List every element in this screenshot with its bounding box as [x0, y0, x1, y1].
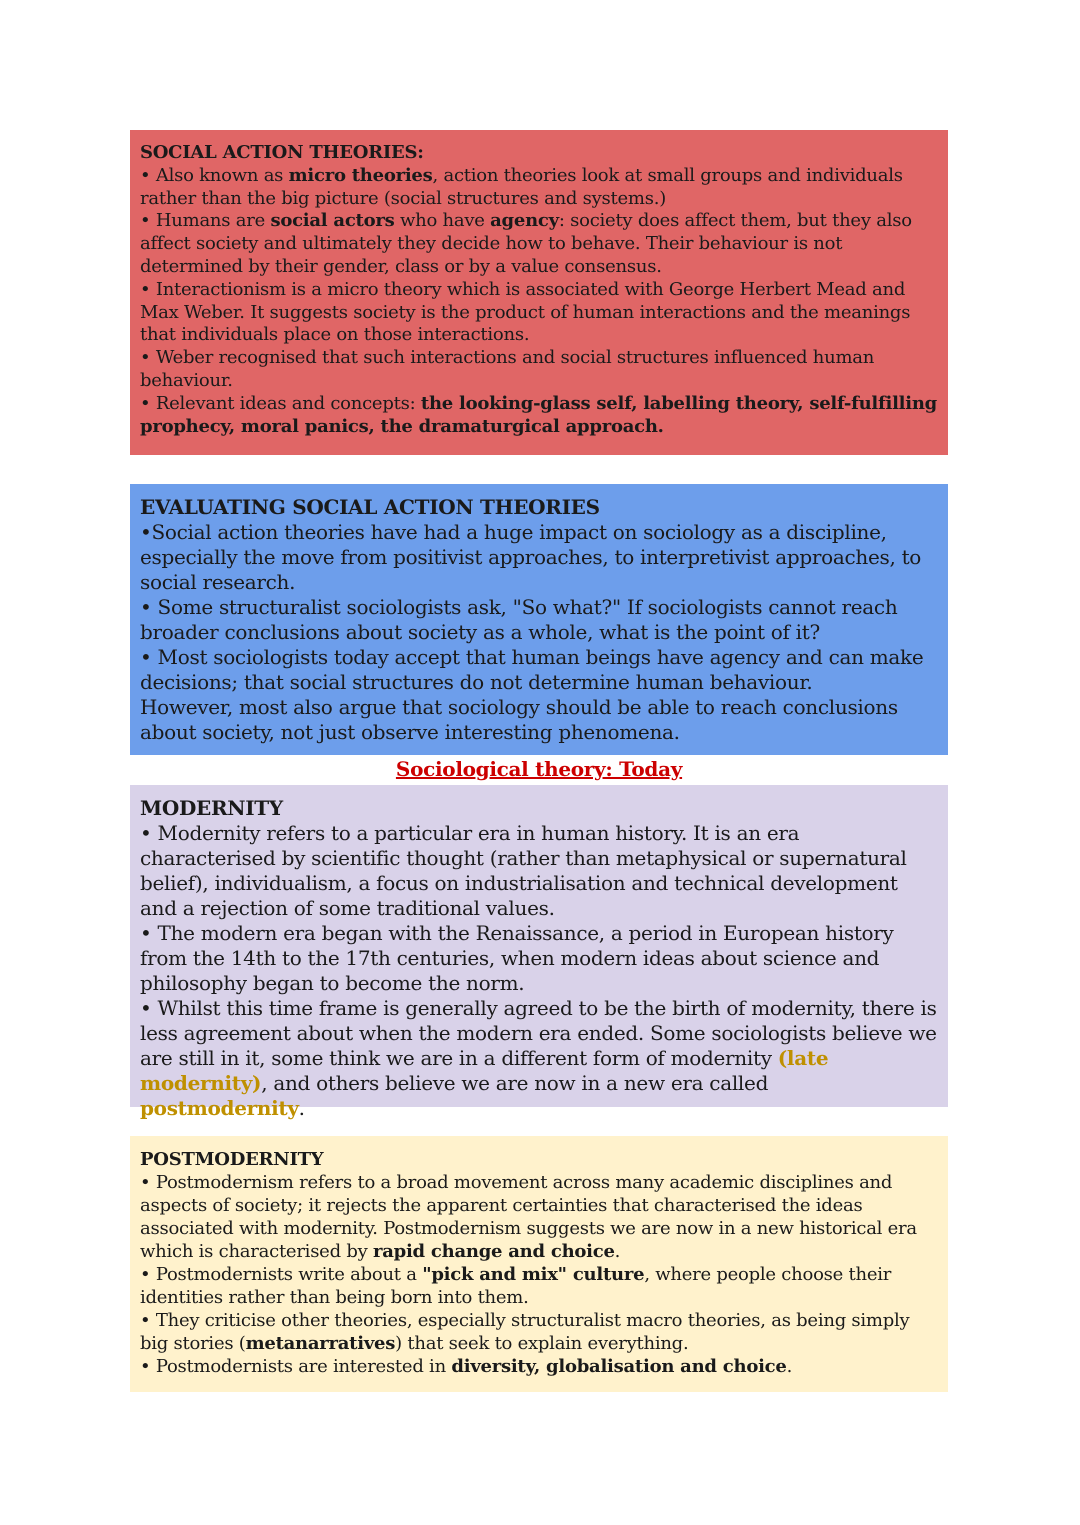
text-run: : society does affect them, but they also affect society and ultimately they decide how to behave. Their behaviour is not determined by their gender, class or by a value consensus.: [140, 210, 912, 277]
text-run: • Humans are: [140, 210, 271, 232]
text-run: • Postmodernists are interested in: [140, 1356, 452, 1377]
evaluating-point-3: • Most sociologists today accept that human beings have agency and can make decisions; that social structures do not determine human behaviour.: [140, 645, 924, 694]
bold-term: "pick and mix" culture: [422, 1264, 645, 1285]
highlight-term: (late modernity): [140, 1046, 829, 1095]
text-run: • Whilst this time frame is generally agreed to be the birth of modernity, there is less agreement about when the modern era ended. Some sociologists believe we are still in it, some think we are in a different form of modernity: [140, 996, 937, 1070]
modernity-box: [130, 785, 948, 1120]
postmodernity-point-4: [140, 1355, 938, 1378]
bold-term: the looking-glass self, labelling theory, self-fulfilling prophecy, moral panics, the dramaturgical approach.: [140, 392, 938, 437]
text-run: .: [786, 1356, 793, 1377]
evaluating-point-4: However, most also argue that sociology should be able to reach conclusions about society, not just observe interesting phenomena.: [140, 695, 898, 744]
text-run: who have: [394, 210, 491, 232]
highlight-term: postmodernity: [140, 1096, 299, 1120]
modernity-point-2: • The modern era began with the Renaissance, a period in European history from the 14th to the 17th centuries, when modern ideas about science and philosophy began to become the norm.: [140, 921, 894, 995]
social-action-point-3: • Interactionism is a micro theory which is associated with George Herbert Mead and Max Weber. It suggests society is the product of human interactions and the meanings that individuals place on those interactions.: [140, 278, 911, 346]
postmodernity-point-3: [140, 1309, 938, 1355]
evaluating-heading: EVALUATING SOCIAL ACTION THEORIES: [140, 495, 600, 519]
social-action-point-1: [140, 165, 938, 211]
bold-term: agency: [490, 210, 559, 232]
text-run: , and others believe we are now in a new era called: [261, 1071, 769, 1095]
evaluating-point-2: • Some structuralist sociologists ask, "So what?" If sociologists cannot reach broader conclusions about society as a whole, what is the point of it?: [140, 595, 898, 644]
text-run: , where people choose their identities rather than being born into them.: [140, 1264, 892, 1308]
text-run: .: [614, 1241, 621, 1262]
social-action-point-4: • Weber recognised that such interactions and social structures influenced human behaviour.: [140, 347, 875, 391]
social-action-theories-box: [130, 130, 948, 455]
bold-term: diversity, globalisation and choice: [451, 1356, 787, 1377]
section-title: Sociological theory: Today: [395, 757, 683, 781]
social-action-point-5: [140, 393, 938, 439]
modernity-point-1: • Modernity refers to a particular era in human history. It is an era characterised by scientific thought (rather than metaphysical or supernatural belief), individualism, a focus on industrialisation and technical development and a rejection of some traditional values.: [140, 821, 907, 920]
evaluating-social-action-box: [130, 484, 948, 755]
bold-term: micro theories: [288, 164, 433, 186]
modernity-point-3: [140, 996, 938, 1121]
text-run: .: [298, 1096, 305, 1120]
text-run: • They criticise other theories, especially structuralist macro theories, as being simply big stories (: [140, 1310, 910, 1354]
text-run: • Postmodernism refers to a broad movement across many academic disciplines and aspects of society; it rejects the apparent certainties that characterised the ideas associated with modernity. Postmodernism suggests we are now in a new historical era which is characterised by: [140, 1172, 917, 1262]
bold-term: metanarratives: [245, 1333, 396, 1354]
postmodernity-box: [130, 1136, 948, 1392]
text-run: • Postmodernists write about a: [140, 1264, 423, 1285]
modernity-heading: MODERNITY: [140, 796, 283, 820]
text-run: , action theories look at small groups and individuals rather than the big picture (social structures and systems.): [140, 164, 903, 209]
text-run: • Relevant ideas and concepts:: [140, 392, 421, 414]
evaluating-point-1: •Social action theories have had a huge impact on sociology as a discipline, especially the move from positivist approaches, to interpretivist approaches, to social research.: [140, 520, 922, 594]
postmodernity-heading: POSTMODERNITY: [140, 1149, 324, 1170]
postmodernity-point-1: [140, 1171, 938, 1263]
postmodernity-point-2: [140, 1263, 938, 1309]
social-action-point-2: [140, 210, 938, 278]
bold-term: social actors: [270, 210, 395, 232]
social-action-heading: SOCIAL ACTION THEORIES:: [140, 142, 424, 163]
text-run: ) that seek to explain everything.: [395, 1333, 689, 1354]
text-run: • Also known as: [140, 164, 289, 186]
bold-term: rapid change and choice: [372, 1241, 615, 1262]
